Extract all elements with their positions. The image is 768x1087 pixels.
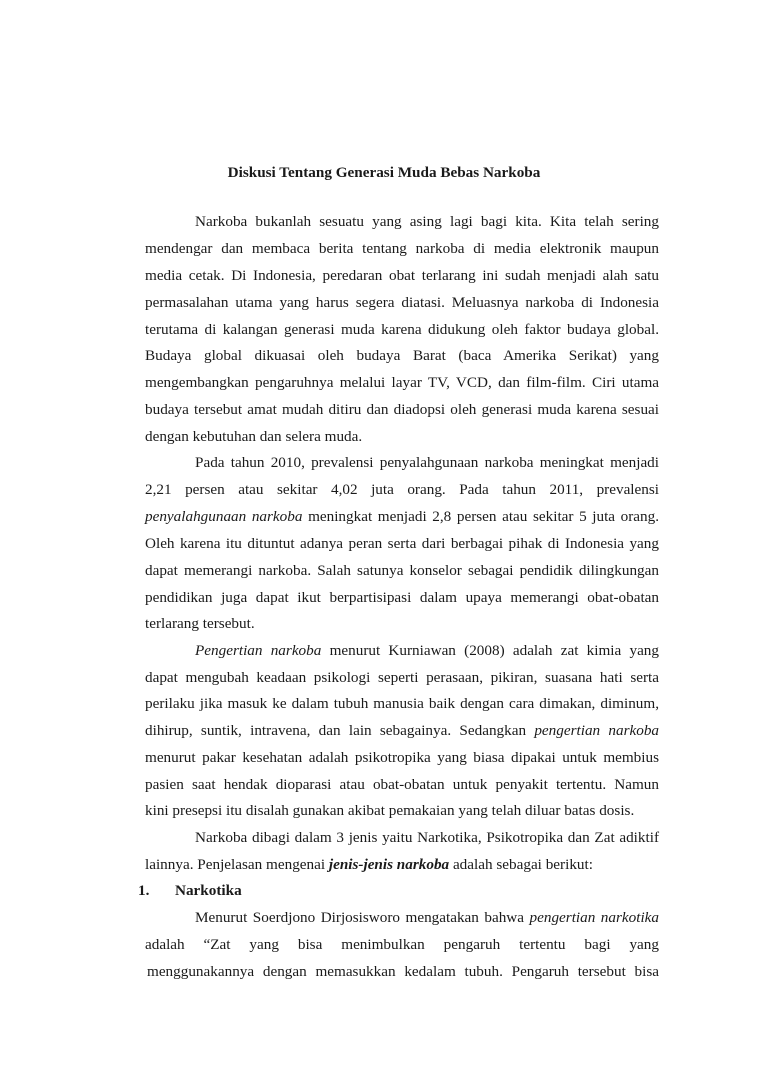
text-line: pasien saat hendak dioparasi atau obat-obatan untuk penyakit tertentu. Namun xyxy=(145,776,659,793)
text-line: dengan kebutuhan dan selera muda. xyxy=(145,428,363,445)
text-line: lainnya. Penjelasan mengenai jenis-jenis narkoba adalah sebagai berikut: xyxy=(145,856,593,873)
section-number: 1. xyxy=(138,882,150,899)
text-line: 2,21 persen atau sekitar 4,02 juta orang. Pada tahun 2011, prevalensi xyxy=(145,481,659,498)
text-line: kini presepsi itu disalah gunakan akibat pemakaian yang telah diluar batas dosis. xyxy=(145,802,635,819)
text-line: Menurut Soerdjono Dirjosisworo mengatakan bahwa pengertian narkotika xyxy=(195,909,660,926)
emphasis-text: penyalahgunaan narkoba xyxy=(145,508,303,525)
section-title: Narkotika xyxy=(175,882,242,899)
text-line: Pada tahun 2010, prevalensi penyalahgunaan narkoba meningkat menjadi xyxy=(195,454,659,471)
text-line: budaya tersebut amat mudah ditiru dan diadopsi oleh generasi muda karena sesuai xyxy=(145,401,659,418)
text-line: Narkoba bukanlah sesuatu yang asing lagi bagi kita. Kita telah sering xyxy=(195,213,659,230)
text-line: terlarang tersebut. xyxy=(145,615,255,632)
emphasis-text: pengertian narkotika xyxy=(529,909,660,926)
text-line: permasalahan utama yang harus segera diatasi. Meluasnya narkoba di Indonesia xyxy=(145,294,659,311)
text-line: pendidikan juga dapat ikut berpartisipasi dalam upaya memerangi obat-obatan xyxy=(145,589,659,606)
text-line: dihirup, suntik, intravena, dan lain sebagainya. Sedangkan pengertian narkoba xyxy=(145,722,660,739)
section-heading xyxy=(138,881,652,901)
text-line: dapat mengubah keadaan psikologi seperti perasaan, pikiran, suasana hati serta xyxy=(145,669,659,686)
text-line: menggunakannya dengan memasukkan kedalam tubuh. Pengaruh tersebut bisa xyxy=(147,963,659,980)
text-line: mengembangkan pengaruhnya melalui layar TV, VCD, dan film-film. Ciri utama xyxy=(145,374,659,391)
document-title: Diskusi Tentang Generasi Muda Bebas Narkoba xyxy=(227,164,541,181)
text-line: Pengertian narkoba menurut Kurniawan (2008) adalah zat kimia yang xyxy=(195,642,659,659)
text-line: menurut pakar kesehatan adalah psikotropika yang biasa dipakai untuk membius xyxy=(145,749,659,766)
text-line: Oleh karena itu dituntut adanya peran serta dari berbagai pihak di Indonesia yang xyxy=(145,535,659,552)
emphasis-text: pengertian narkoba xyxy=(534,722,660,739)
text-line: adalah “Zat yang bisa menimbulkan pengaruh tertentu bagi yang xyxy=(145,936,659,953)
text-line: dapat memerangi narkoba. Salah satunya konselor sebagai pendidik dilingkungan xyxy=(145,562,659,579)
emphasis-text: Pengertian narkoba xyxy=(195,642,322,659)
text-line: perilaku jika masuk ke dalam tubuh manusia baik dengan cara dimakan, diminum, xyxy=(145,695,659,712)
text-line: penyalahgunaan narkoba meningkat menjadi 2,8 persen atau sekitar 5 juta orang. xyxy=(145,508,659,525)
text-line: mendengar dan membaca berita tentang narkoba di media elektronik maupun xyxy=(145,240,659,257)
text-line: terutama di kalangan generasi muda karena didukung oleh faktor budaya global. xyxy=(145,321,659,338)
emphasis-text: jenis-jenis narkoba xyxy=(328,856,450,873)
text-line: Budaya global dikuasai oleh budaya Barat (baca Amerika Serikat) yang xyxy=(145,347,659,364)
text-line: Narkoba dibagi dalam 3 jenis yaitu Narkotika, Psikotropika dan Zat adiktif xyxy=(195,829,659,846)
text-line: media cetak. Di Indonesia, peredaran obat terlarang ini sudah menjadi alah satu xyxy=(145,267,659,284)
